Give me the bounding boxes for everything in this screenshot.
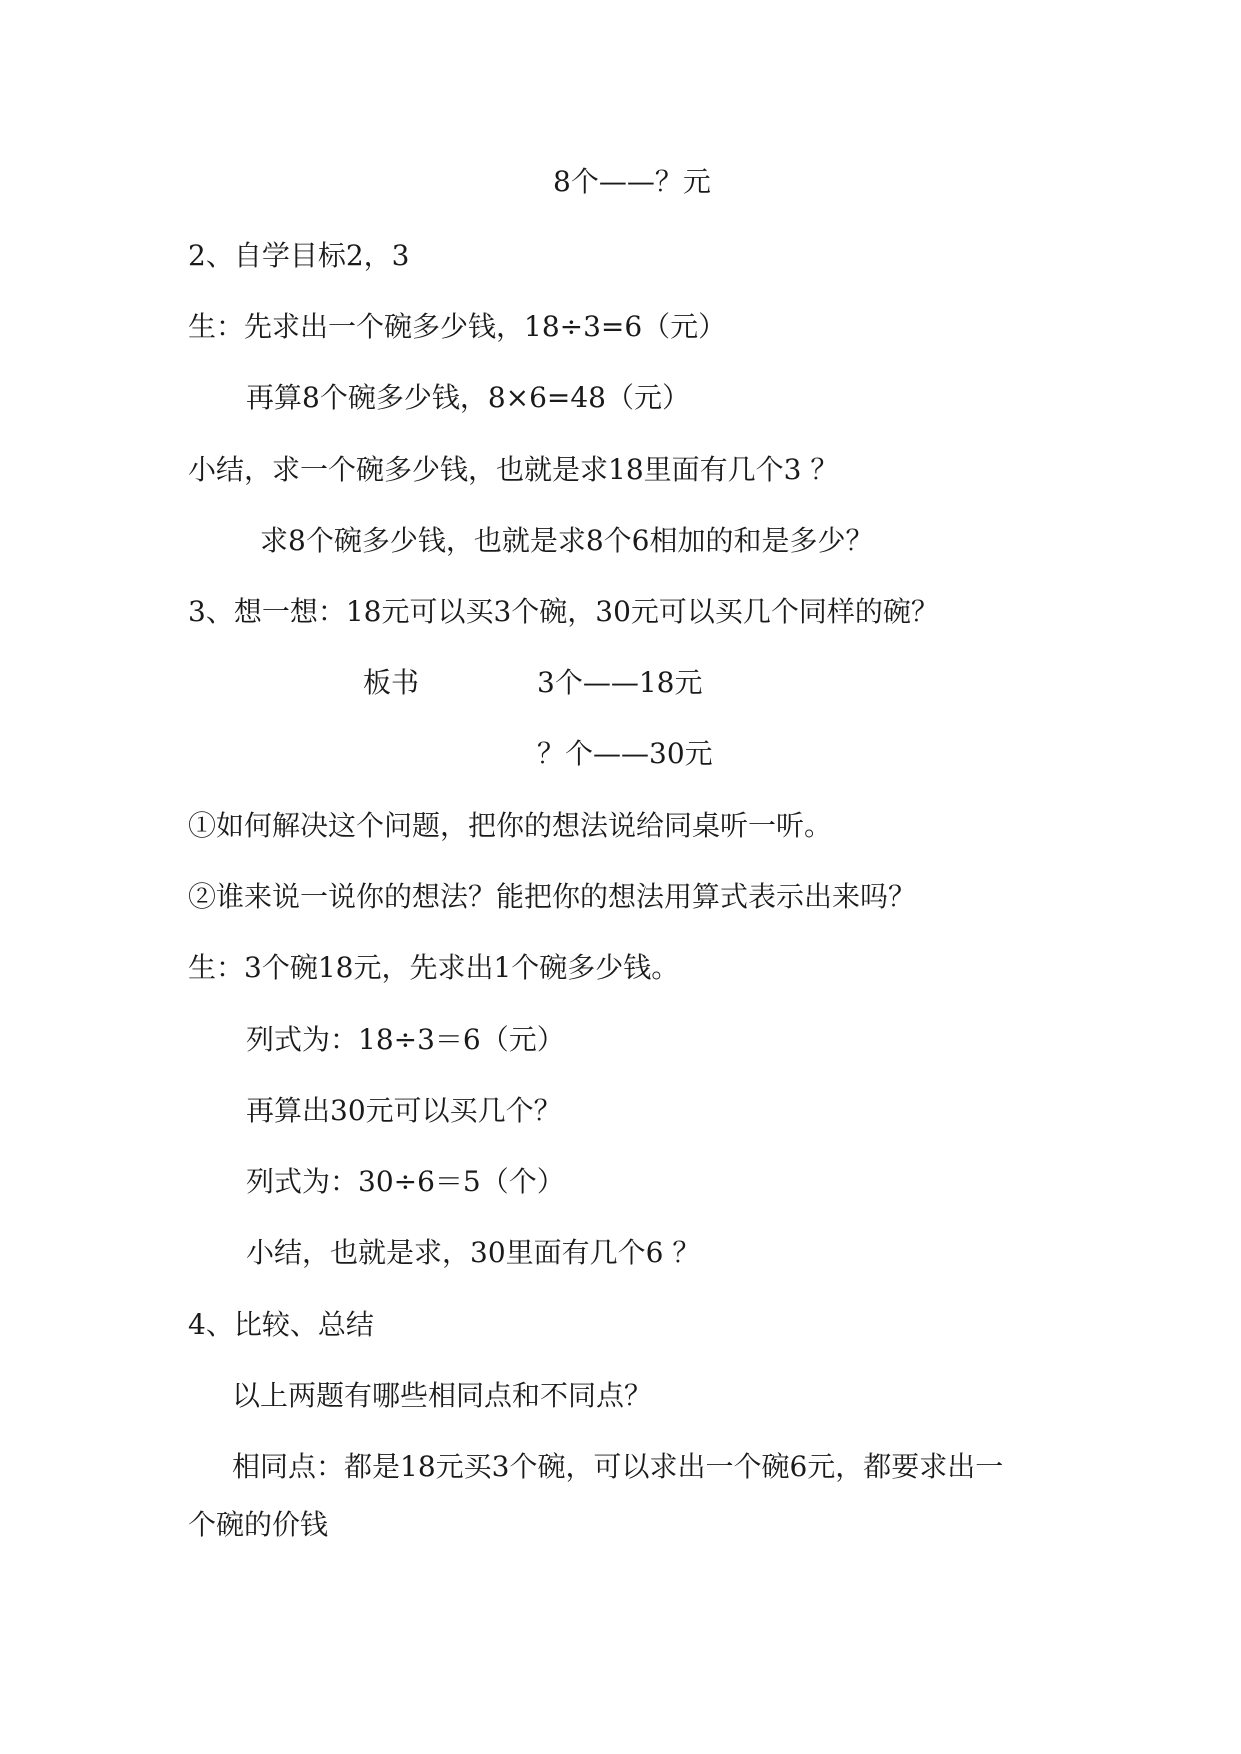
board-line-3-bowls: 3个——18元: [537, 666, 703, 699]
board-line-30-yuan: ？个——30元: [537, 737, 713, 770]
summary-line-3: 小结，也就是求，30里面有几个6 ？: [246, 1236, 701, 1269]
equation-line-2: 列式为：30÷6＝5（个）: [246, 1165, 565, 1198]
section-2-heading: 2、自学目标2，3: [188, 239, 410, 272]
similarities-line-1: 相同点：都是18元买3个碗，可以求出一个碗6元，都要求出一: [232, 1450, 1004, 1483]
student-answer-line-1: 生：先求出一个碗多少钱，18÷3=6（元）: [188, 310, 727, 343]
section-4-heading: 4、比较、总结: [188, 1308, 374, 1341]
compare-question: 以上两题有哪些相同点和不同点？: [232, 1379, 653, 1412]
summary-line-1: 小结，求一个碗多少钱，也就是求18里面有几个3 ？: [188, 453, 839, 486]
student-answer-2-line-2: 再算出30元可以买几个？: [246, 1094, 562, 1127]
board-label: 板书: [363, 666, 420, 699]
question-2: ②谁来说一说你的想法？能把你的想法用算式表示出来吗？: [188, 880, 917, 913]
board-line-8-bowls: 8个——？元: [553, 165, 711, 198]
summary-line-2: 求8个碗多少钱，也就是求8个6相加的和是多少？: [260, 524, 874, 557]
question-1: ①如何解决这个问题，把你的想法说给同桌听一听。: [188, 809, 833, 842]
student-answer-2-line-1: 生：3个碗18元，先求出1个碗多少钱。: [188, 951, 680, 984]
similarities-line-2: 个碗的价钱: [188, 1508, 329, 1541]
student-answer-line-2: 再算8个碗多少钱，8×6=48（元）: [246, 381, 690, 414]
section-3-heading: 3、想一想：18元可以买3个碗，30元可以买几个同样的碗？: [188, 595, 939, 628]
equation-line-1: 列式为：18÷3＝6（元）: [246, 1023, 565, 1056]
